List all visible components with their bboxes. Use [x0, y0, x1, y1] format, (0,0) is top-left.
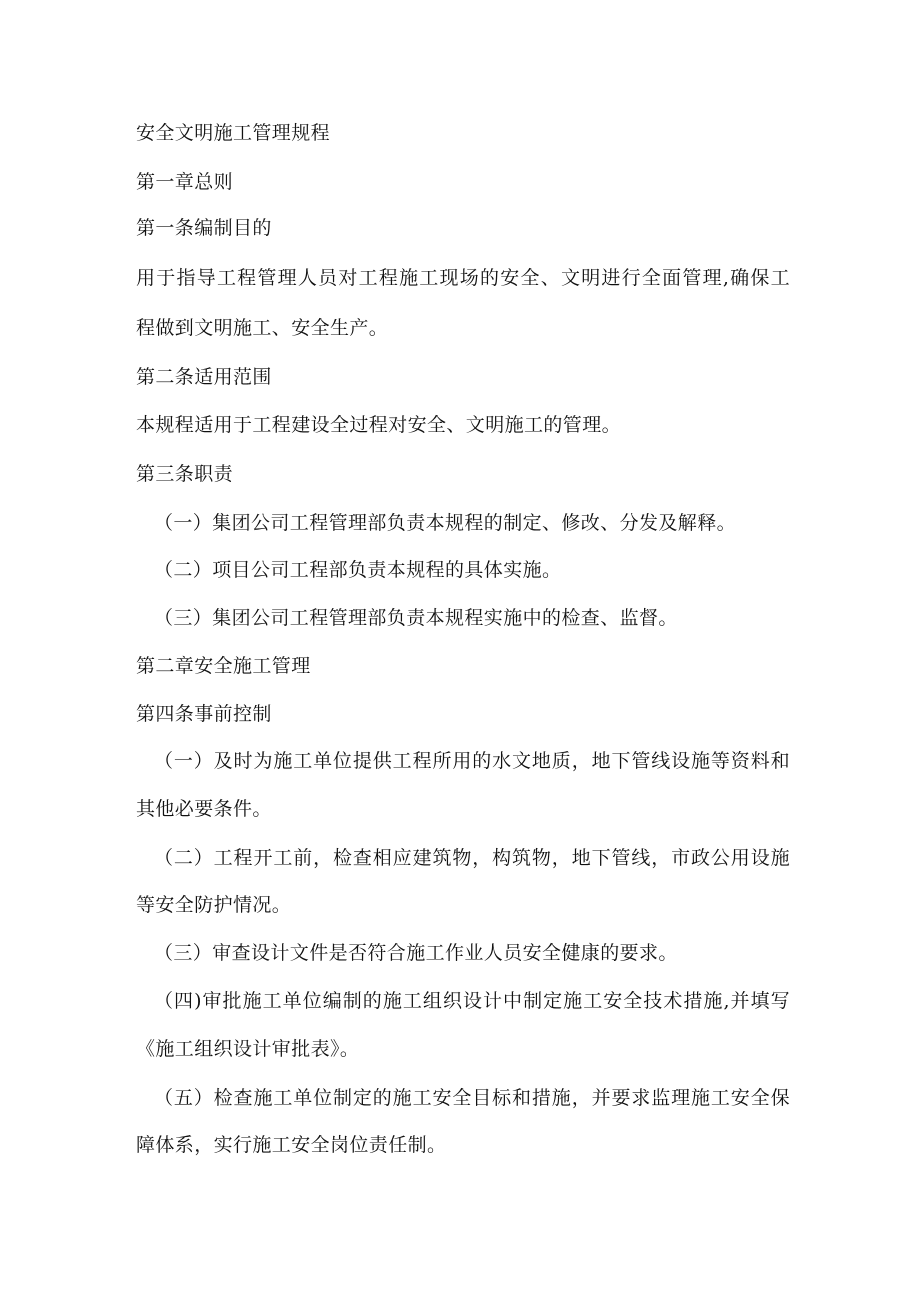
- article-heading: 第一条编制目的: [136, 217, 272, 239]
- list-item-continuation: 等安全防护情况。: [136, 894, 292, 916]
- paragraph-line: 程做到文明施工、安全生产。: [136, 317, 389, 339]
- list-item-continuation: 其他必要条件。: [136, 798, 272, 820]
- article-heading: 第二条适用范围: [136, 366, 272, 388]
- list-item: （四)审批施工单位编制的施工组织设计中制定施工安全技术措施,并填写: [154, 990, 790, 1012]
- list-item: （二）工程开工前，检查相应建筑物，构筑物，地下管线，市政公用设施: [154, 847, 790, 869]
- paragraph-line: 本规程适用于工程建设全过程对安全、文明施工的管理。: [136, 414, 622, 436]
- list-item: （三）集团公司工程管理部负责本规程实施中的检查、监督。: [154, 607, 678, 629]
- list-item-continuation: 障体系，实行施工安全岗位责任制。: [136, 1134, 447, 1156]
- chapter-heading: 第一章总则: [136, 171, 234, 193]
- list-item: （一）集团公司工程管理部负责本规程的制定、修改、分发及解释。: [154, 512, 737, 534]
- article-heading: 第三条职责: [136, 463, 234, 485]
- list-item: （三）审查设计文件是否符合施工作业人员安全健康的要求。: [154, 942, 678, 964]
- article-heading: 第四条事前控制: [136, 703, 272, 725]
- chapter-heading: 第二章安全施工管理: [136, 655, 311, 677]
- list-item: （二）项目公司工程部负责本规程的具体实施。: [154, 559, 562, 581]
- list-item-continuation: 《施工组织设计审批表》。: [136, 1038, 360, 1060]
- list-item: （一）及时为施工单位提供工程所用的水文地质，地下管线设施等资料和: [154, 750, 790, 772]
- document-title: 安全文明施工管理规程: [136, 122, 331, 144]
- paragraph-line: 用于指导工程管理人员对工程施工现场的安全、文明进行全面管理,确保工: [136, 267, 790, 289]
- list-item: （五）检查施工单位制定的施工安全目标和措施，并要求监理施工安全保: [154, 1087, 790, 1109]
